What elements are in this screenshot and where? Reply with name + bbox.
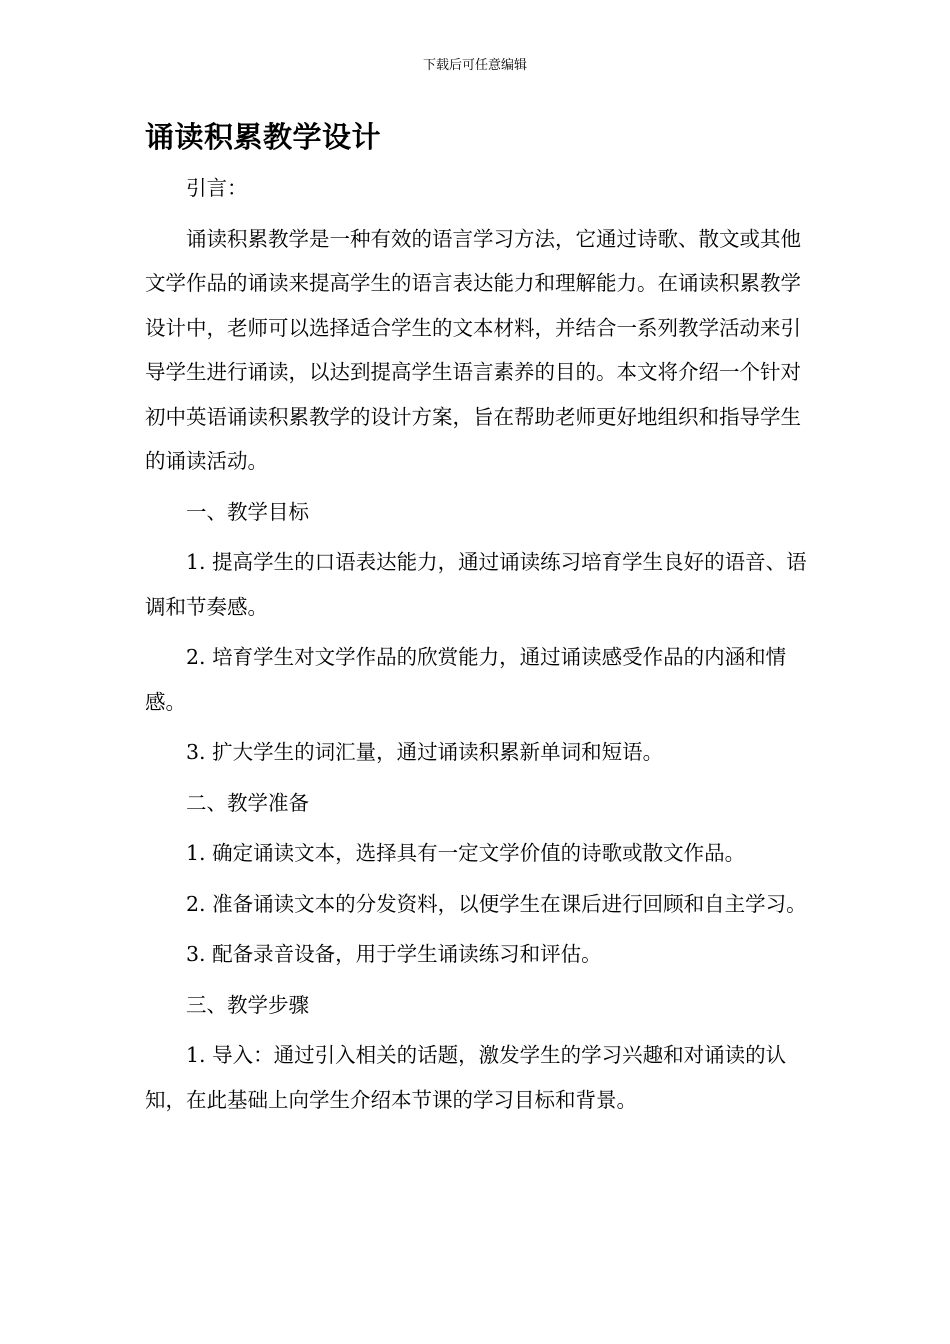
- paragraph-intro-label: 引言：: [186, 176, 248, 200]
- section-heading-goals: 一、教学目标: [186, 499, 309, 524]
- step-item-1: 1. 导入：通过引入相关的话题，激发学生的学习兴趣和对诵读的认知，在此基础上向学生介绍本节课的学习目标和背景。: [145, 1043, 787, 1112]
- section-heading-steps: 三、教学步骤: [186, 992, 309, 1017]
- section-heading-preparation: 二、教学准备: [186, 790, 309, 815]
- goal-item-2: 2. 培育学生对文学作品的欣赏能力，通过诵读感受作品的内涵和情感。: [145, 645, 787, 714]
- preparation-item-2: 2. 准备诵读文本的分发资料，以便学生在课后进行回顾和自主学习。: [186, 891, 807, 916]
- document-title: 诵读积累教学设计: [145, 120, 382, 154]
- preparation-item-3: 3. 配备录音设备，用于学生诵读练习和评估。: [186, 942, 602, 966]
- goal-item-1: 1. 提高学生的口语表达能力，通过诵读练习培育学生良好的语音、语调和节奏感。: [145, 550, 807, 619]
- goal-item-3: 3. 扩大学生的词汇量，通过诵读积累新单词和短语。: [186, 740, 664, 764]
- preparation-item-1: 1. 确定诵读文本，选择具有一定文学价值的诗歌或散文作品。: [186, 841, 746, 865]
- document-body: [145, 166, 809, 1128]
- paragraph-intro-text: 诵读积累教学是一种有效的语言学习方法，它通过诗歌、散文或其他文学作品的诵读来提高学生的语言表达能力和理解能力。在诵读积累教学设计中，老师可以选择适合学生的文本材料，并结合一系列教学活动来引导学生进行诵读，以达到提高学生语言素养的目的。本文将介绍一个针对初中英语诵读积累教学的设计方案，旨在帮助老师更好地组织和指导学生的诵读活动。: [145, 226, 801, 473]
- header-note: 下载后可任意编辑: [422, 58, 527, 73]
